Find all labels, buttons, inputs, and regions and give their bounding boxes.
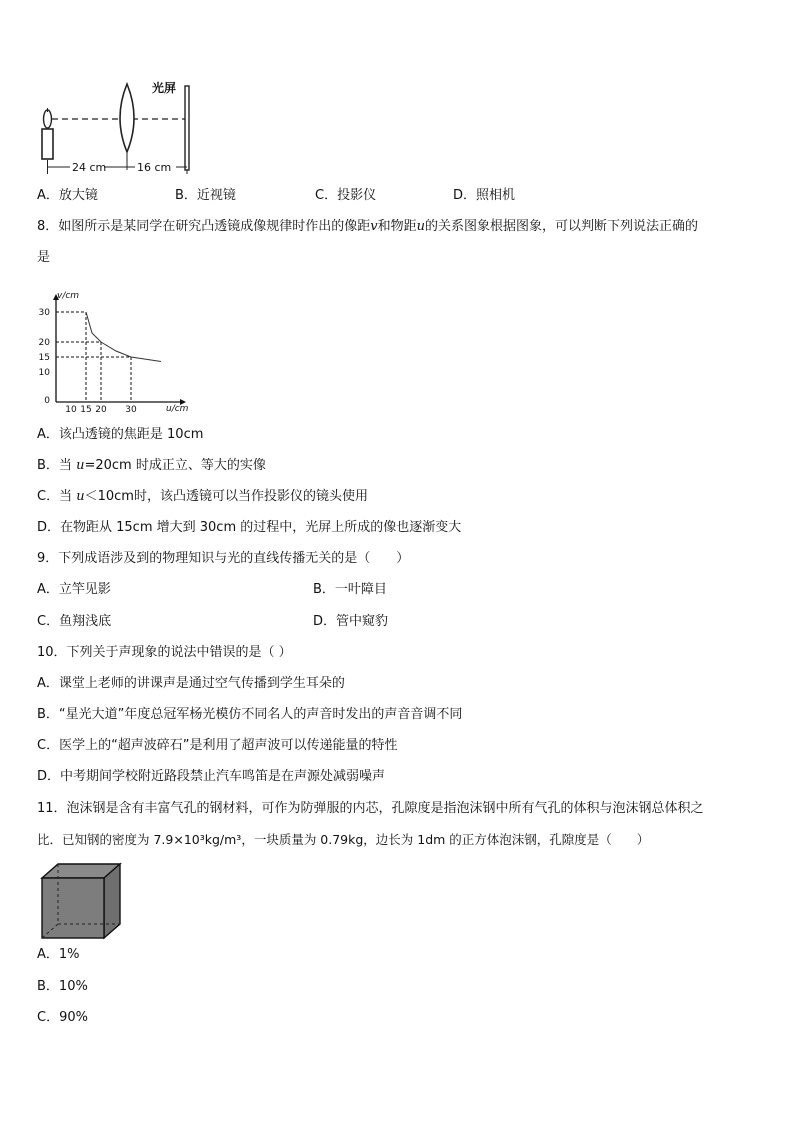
x-tick-label-30: 30 bbox=[125, 405, 137, 415]
q9-option-c[interactable]: C．鱼翔浅底 bbox=[37, 614, 112, 629]
y-tick-label-0: 0 bbox=[44, 396, 50, 406]
v-u-curve bbox=[86, 312, 161, 362]
q11-option-a[interactable]: A．1% bbox=[37, 947, 80, 962]
q8-option-b[interactable]: B．当 u=20cm 时成正立、等大的实像 bbox=[37, 458, 266, 473]
q11-option-b[interactable]: B．10% bbox=[37, 979, 88, 994]
q7-option-b[interactable]: B．近视镜 bbox=[175, 188, 236, 203]
candle bbox=[42, 129, 53, 159]
q8-option-a[interactable]: A．该凸透镜的焦距是 10cm bbox=[37, 427, 204, 442]
y-axis-label: v/cm bbox=[57, 291, 80, 301]
q9-option-a[interactable]: A．立竿见影 bbox=[37, 582, 111, 597]
q10-option-b[interactable]: B．“星光大道”年度总冠军杨光模仿不同名人的声音时发出的声音音调不同 bbox=[37, 707, 463, 722]
convex-lens bbox=[120, 84, 134, 152]
q10-option-d[interactable]: D．中考期间学校附近路段禁止汽车鸣笛是在声源处减弱噪声 bbox=[37, 769, 386, 784]
q10-option-c[interactable]: C．医学上的“超声波碎石”是利用了超声波可以传递能量的特性 bbox=[37, 738, 398, 753]
q7-option-a[interactable]: A．放大镜 bbox=[37, 188, 98, 203]
q9-options-row1 bbox=[0, 580, 794, 600]
y-tick-label-15: 15 bbox=[38, 353, 50, 363]
x-tick-label-20: 20 bbox=[95, 405, 107, 415]
q8-option-d[interactable]: D．在物距从 15cm 增大到 30cm 的过程中，光屏上所成的像也逐渐变大 bbox=[37, 520, 462, 535]
q9-options-row2 bbox=[0, 612, 794, 632]
light-screen bbox=[185, 86, 189, 170]
y-tick-label-30: 30 bbox=[38, 308, 50, 318]
q7-option-d[interactable]: D．照相机 bbox=[453, 188, 516, 203]
q9-option-d[interactable]: D．管中窥豹 bbox=[313, 614, 389, 629]
candle-flame bbox=[44, 110, 52, 128]
q11-stem-line1: 11．泡沫钢是含有丰富气孔的钢材料，可作为防弹服的内芯，孔隙度是指泡沫钢中所有气孔的体积与泡沫钢总体积之 bbox=[37, 801, 704, 816]
x-tick-label-15: 15 bbox=[80, 405, 92, 415]
q7-option-c[interactable]: C．投影仪 bbox=[315, 188, 377, 203]
q11-option-c[interactable]: C．90% bbox=[37, 1010, 88, 1025]
q8-option-c[interactable]: C．当 u＜10cm时，该凸透镜可以当作投影仪的镜头使用 bbox=[37, 489, 368, 504]
distance-label-right: 16 cm bbox=[137, 161, 172, 174]
x-tick-label-10: 10 bbox=[65, 405, 77, 415]
foam-steel-cube-figure bbox=[40, 862, 130, 942]
y-tick-label-20: 20 bbox=[38, 338, 50, 348]
distance-label-left: 24 cm bbox=[72, 161, 107, 174]
q10-stem: 10．下列关于声现象的说法中错误的是（ ） bbox=[37, 645, 292, 660]
q8-stem: 8．如图所示是某同学在研究凸透镜成像规律时作出的像距v和物距u的关系图象根据图象，可以判断下列说法正确的 bbox=[37, 219, 699, 234]
y-tick-label-10: 10 bbox=[38, 368, 50, 378]
q8-stem-line2: 是 bbox=[37, 250, 51, 265]
q9-stem: 9．下列成语涉及到的物理知识与光的直线传播无关的是（ ） bbox=[37, 551, 410, 566]
q11-stem-line2: 比．已知钢的密度为 7.9×10³kg/m³，一块质量为 0.79kg，边长为 1dm 的正方体泡沫钢，孔隙度是（ ） bbox=[37, 832, 650, 847]
screen-label: 光屏 bbox=[152, 81, 177, 95]
lens-setup-figure bbox=[30, 78, 200, 178]
q8-v-u-graph bbox=[34, 286, 204, 416]
x-axis-label: u/cm bbox=[166, 404, 189, 414]
q10-option-a[interactable]: A．课堂上老师的讲课声是通过空气传播到学生耳朵的 bbox=[37, 676, 345, 691]
q7-options bbox=[0, 186, 794, 206]
q9-option-b[interactable]: B．一叶障目 bbox=[313, 582, 387, 597]
